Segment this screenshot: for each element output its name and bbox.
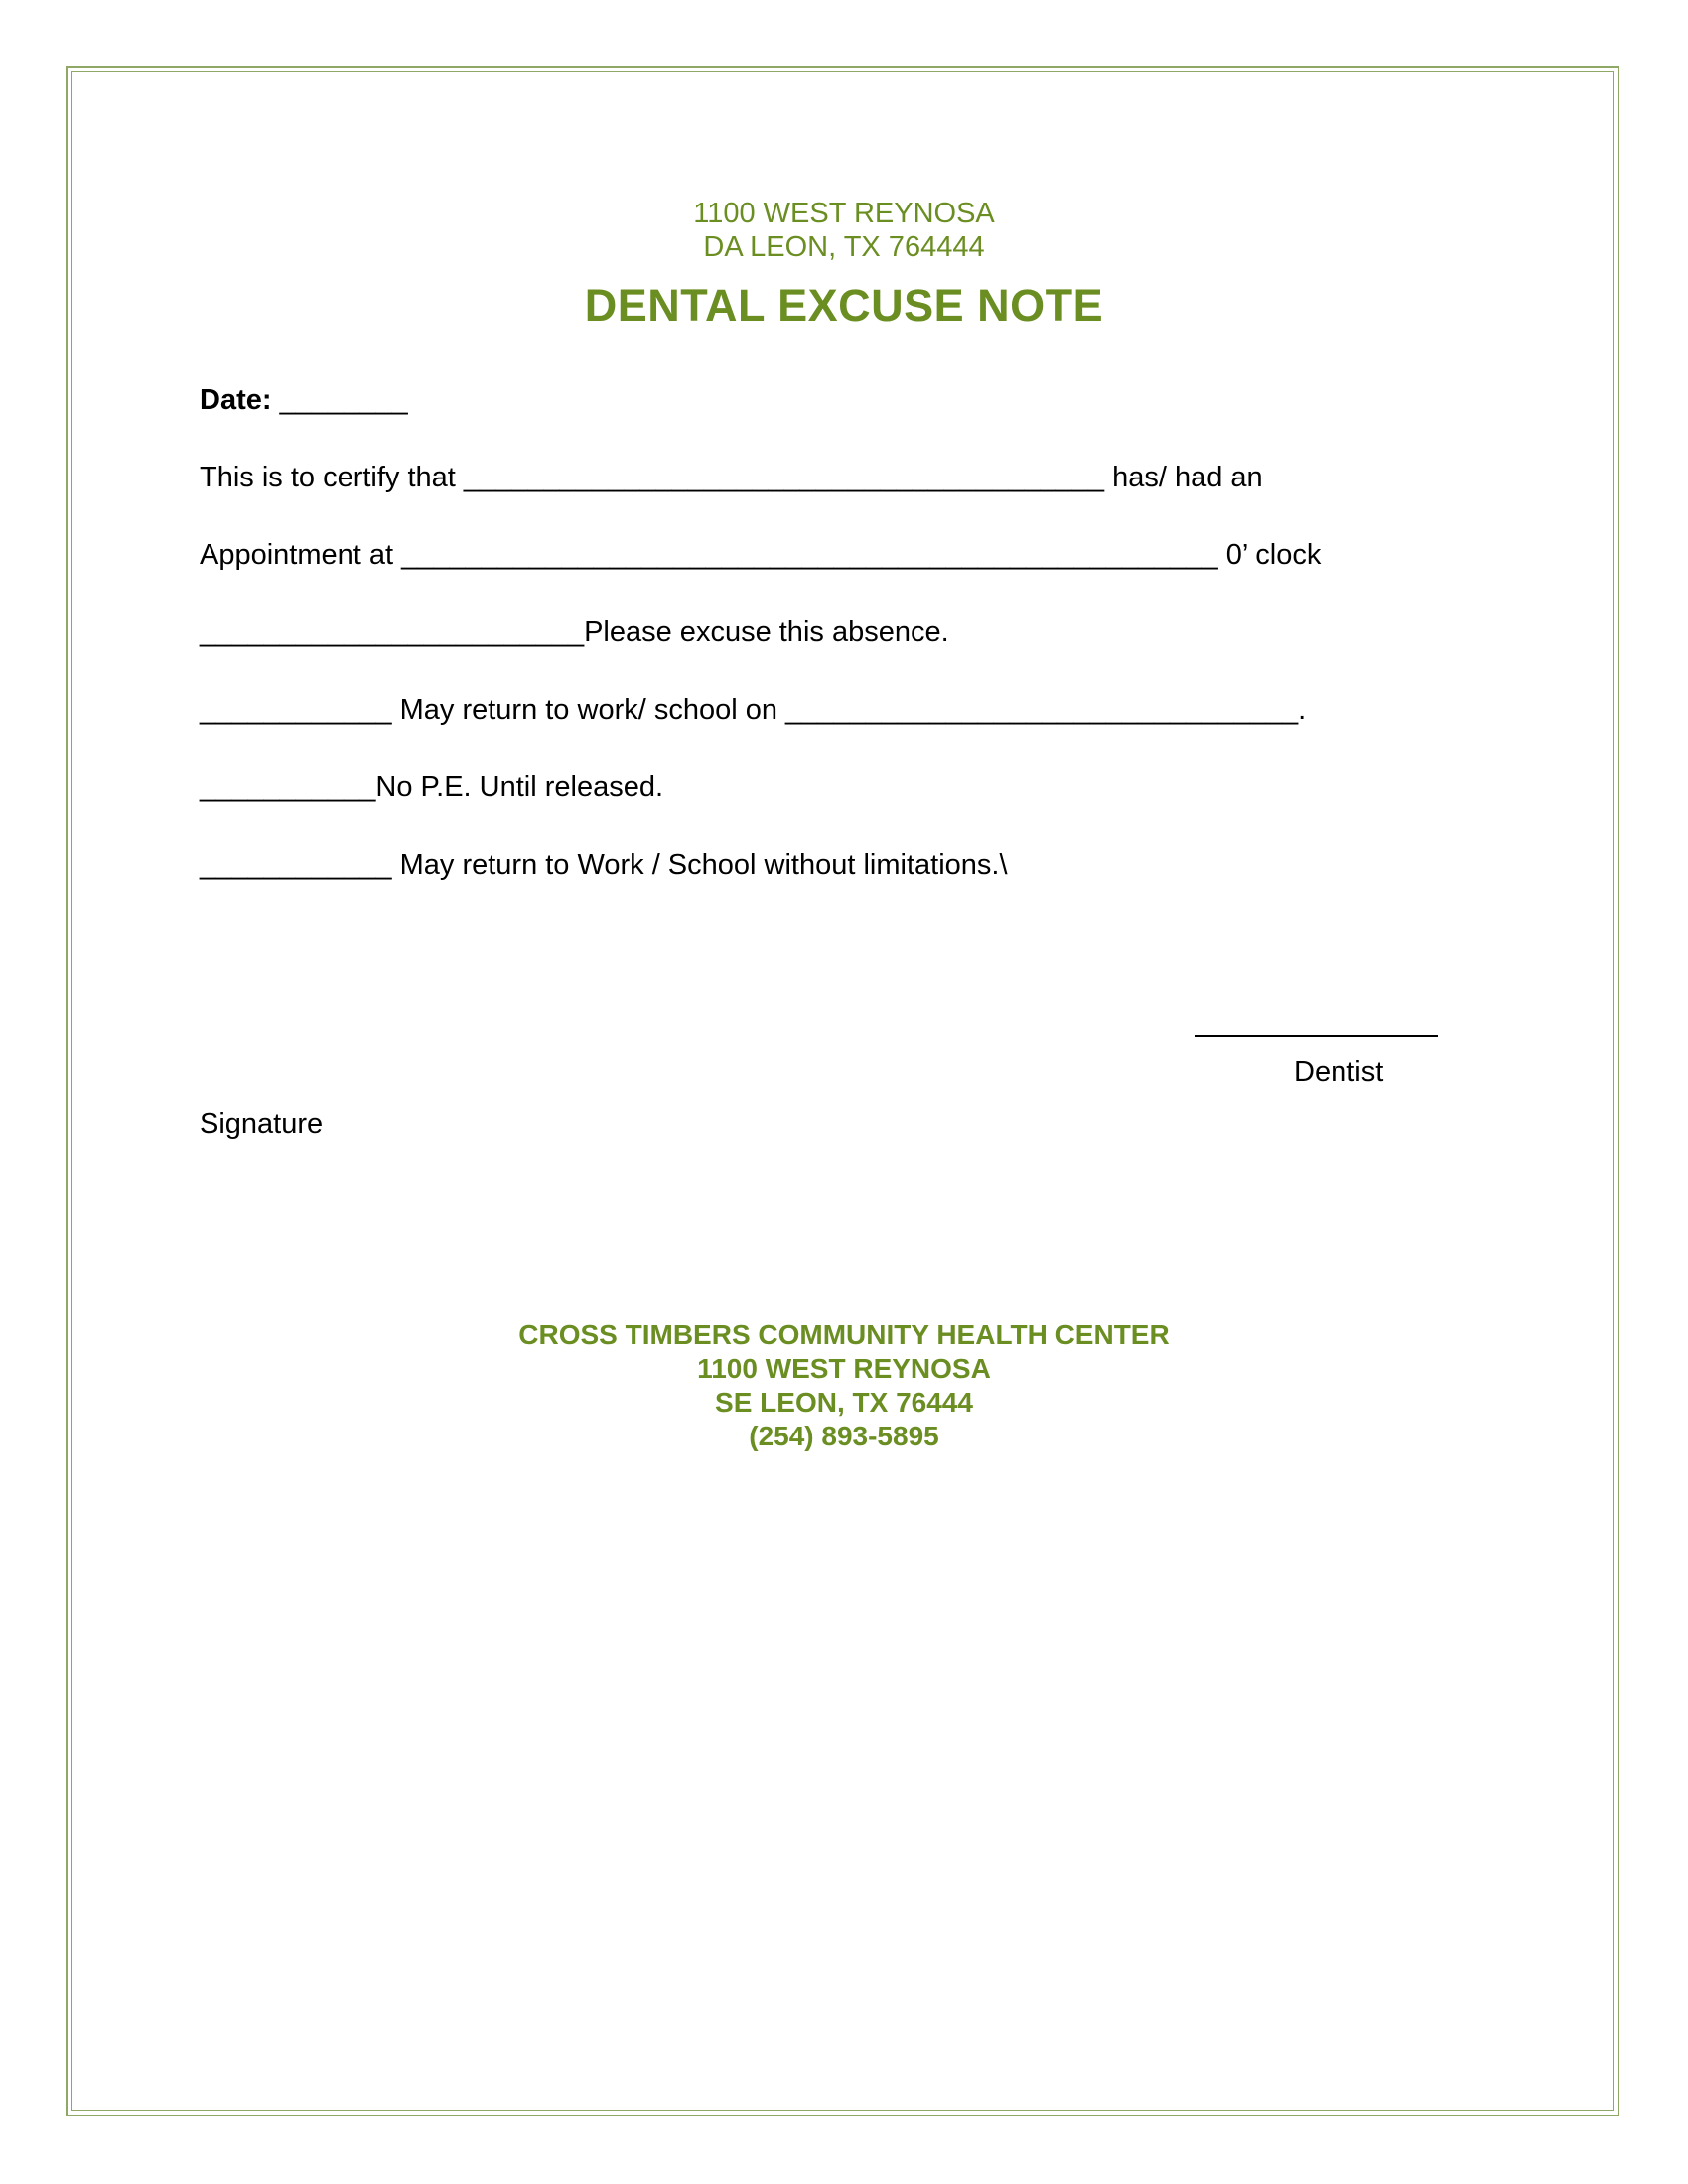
dentist-signature-line[interactable] [1195,1035,1438,1037]
footer-phone: (254) 893-5895 [749,1421,939,1451]
document-title: DENTAL EXCUSE NOTE [584,280,1104,331]
excuse-absence-line: ________________________Please excuse this absence. [200,616,949,648]
header-address [0,197,1688,264]
date-line [200,383,408,417]
header-address-line2: DA LEON, TX 764444 [703,231,985,263]
no-pe-line: ___________No P.E. Until released. [200,771,664,803]
signature-label: Signature [200,1108,324,1140]
footer-contact [0,1318,1688,1453]
header-address-line1: 1100 WEST REYNOSA [693,198,995,229]
footer-org-name: CROSS TIMBERS COMMUNITY HEALTH CENTER [518,1319,1170,1350]
dentist-label: Dentist [1294,1056,1384,1088]
footer-address-line1: 1100 WEST REYNOSA [697,1353,991,1384]
footer-address-line2: SE LEON, TX 76444 [715,1387,973,1418]
appointment-line: Appointment at ___________________________________________________ 0’ clock [200,539,1322,571]
return-date-line: ____________ May return to work/ school on ________________________________. [200,694,1307,726]
date-label: Date: [200,384,272,416]
date-blank[interactable]: ________ [279,384,408,416]
page-border-inner [71,71,1614,2111]
certify-line: This is to certify that ________________________________________ has/ had an [200,462,1263,493]
no-limitations-line: ____________ May return to Work / School without limitations.\ [200,849,1008,881]
